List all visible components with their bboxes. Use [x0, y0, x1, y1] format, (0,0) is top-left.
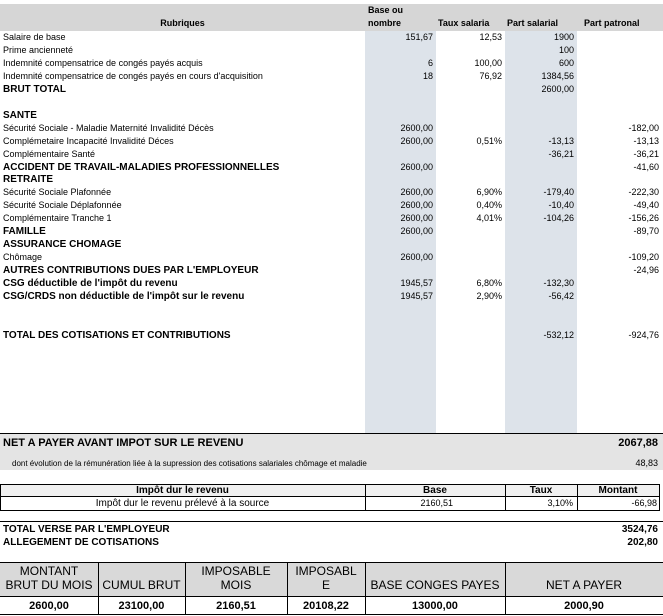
line-label: Sécurité Sociale Déplafonnée	[3, 200, 122, 210]
line-part-salarial: 2600,00	[541, 84, 574, 94]
net-note: dont évolution de la rémunération liée à la supression des cotisations salariales chômage et maladie	[12, 459, 367, 468]
header-part-patronal: Part patronal	[584, 18, 640, 28]
impot-border-right	[659, 484, 660, 511]
footer-v6: 2000,90	[564, 600, 604, 612]
line-base: 2600,00	[400, 252, 433, 262]
line-part-patronal: -109,20	[628, 252, 659, 262]
line-taux: 76,92	[479, 71, 502, 81]
line-part-salarial: -13,13	[548, 136, 574, 146]
footer-v4: 20108,22	[303, 600, 349, 612]
line-label: AUTRES CONTRIBUTIONS DUES PAR L'EMPLOYEUR	[3, 265, 259, 276]
payslip-line	[0, 330, 663, 342]
footer-h1b: BRUT DU MOIS	[5, 578, 93, 592]
impot-line-taux: 3,10%	[547, 498, 573, 508]
footer-h1a: MONTANT	[19, 564, 79, 578]
payslip-line	[0, 200, 663, 212]
header-base-line1: Base ou	[368, 5, 404, 15]
payslip-line	[0, 149, 663, 161]
totals-top-border	[0, 521, 663, 522]
line-base: 2600,00	[400, 123, 433, 133]
allegement-label: ALLEGEMENT DE COTISATIONS	[3, 537, 159, 548]
line-taux: 0,51%	[476, 136, 502, 146]
line-base: 2600,00	[400, 226, 433, 236]
payslip-line	[0, 226, 663, 238]
line-part-salarial: -56,42	[548, 291, 574, 301]
line-base: 6	[427, 58, 433, 68]
payslip-line	[0, 58, 663, 70]
line-label: Complémetaire Incapacité Invalidité Déces	[3, 136, 174, 146]
line-label: Chômage	[3, 252, 43, 262]
payslip-line	[0, 252, 663, 264]
line-part-patronal: -49,40	[633, 200, 659, 210]
line-taux: 100,00	[474, 58, 502, 68]
impot-header-taux: Taux	[529, 485, 553, 496]
line-part-patronal: -41,60	[633, 162, 659, 172]
line-base: 1945,57	[400, 278, 433, 288]
line-label: BRUT TOTAL	[3, 84, 66, 95]
line-part-patronal: -156,26	[628, 213, 659, 223]
payslip-line	[0, 110, 663, 122]
payslip-line	[0, 304, 663, 316]
payslip-line	[0, 291, 663, 303]
line-part-salarial: 100	[558, 45, 574, 55]
total-verse-label: TOTAL VERSE PAR L'EMPLOYEUR	[3, 524, 170, 535]
line-base: 151,67	[405, 32, 433, 42]
line-part-patronal: -182,00	[628, 123, 659, 133]
net-label: NET A PAYER AVANT IMPOT SUR LE REVENU	[3, 437, 244, 449]
payslip-line	[0, 239, 663, 251]
line-taux: 4,01%	[476, 213, 502, 223]
line-label: Prime ancienneté	[3, 45, 74, 55]
footer-v3: 2160,51	[216, 600, 256, 612]
impot-header-base: Base	[423, 485, 447, 496]
footer-h2: CUMUL BRUT	[102, 578, 181, 592]
payslip-line	[0, 71, 663, 83]
line-label: RETRAITE	[3, 174, 53, 185]
line-taux: 6,90%	[476, 187, 502, 197]
line-taux: 2,90%	[476, 291, 502, 301]
footer-h6: NET A PAYER	[545, 578, 623, 592]
footer-v5: 13000,00	[412, 600, 458, 612]
line-part-patronal: -36,21	[633, 149, 659, 159]
header-taux: Taux salaria	[438, 18, 490, 28]
footer-h4b: E	[321, 578, 330, 592]
header-part-salarial: Part salarial	[507, 18, 559, 28]
footer-v1: 2600,00	[29, 600, 69, 612]
impot-bottom-border	[0, 510, 660, 511]
footer-h5: BASE CONGES PAYES	[370, 578, 500, 592]
net-top-border	[0, 433, 663, 434]
footer-h3b: MOIS	[220, 578, 252, 592]
line-part-salarial: -532,12	[543, 330, 574, 340]
footer-h3a: IMPOSABLE	[201, 564, 271, 578]
footer-bottom-border	[0, 614, 663, 615]
total-verse-value: 3524,76	[621, 524, 658, 535]
impot-header-montant: Montant	[598, 485, 638, 496]
impot-line-montant: -66,98	[631, 498, 657, 508]
payslip-line	[0, 265, 663, 277]
payslip-line	[0, 45, 663, 57]
line-label: Sécurité Sociale - Maladie Maternité Invalidité Décès	[3, 123, 214, 133]
line-label: FAMILLE	[3, 226, 46, 237]
line-label: Indemnité compensatrice de congés payés en cours d'acquisition	[3, 71, 263, 81]
line-label: ASSURANCE CHOMAGE	[3, 239, 122, 250]
impot-line-label: Impôt dur le revenu prélevé à la source	[95, 498, 270, 509]
line-taux: 12,53	[479, 32, 502, 42]
line-base: 2600,00	[400, 213, 433, 223]
line-taux: 6,80%	[476, 278, 502, 288]
line-part-salarial: 1900	[553, 32, 574, 42]
net-note-value: 48,83	[635, 458, 658, 468]
line-label: Complémentaire Santé	[3, 149, 96, 159]
line-label: Salaire de base	[3, 32, 66, 42]
header-base-line2: nombre	[368, 18, 402, 28]
line-label: ACCIDENT DE TRAVAIL-MALADIES PROFESSIONNELLES	[3, 162, 280, 173]
line-base: 1945,57	[400, 291, 433, 301]
line-label: TOTAL DES COTISATIONS ET CONTRIBUTIONS	[3, 330, 231, 341]
line-part-salarial: -10,40	[548, 200, 574, 210]
line-part-salarial: -132,30	[543, 278, 574, 288]
allegement-value: 202,80	[627, 537, 658, 548]
line-label: CSG déductible de l'impôt du revenu	[3, 278, 178, 289]
line-label: Complémentaire Tranche 1	[3, 213, 112, 223]
payslip-line	[0, 317, 663, 329]
payslip-line	[0, 213, 663, 225]
payslip-line	[0, 123, 663, 135]
line-part-salarial: -179,40	[543, 187, 574, 197]
line-taux: 0,40%	[476, 200, 502, 210]
line-part-patronal: -222,30	[628, 187, 659, 197]
line-part-salarial: 1384,56	[541, 71, 574, 81]
line-label: Indemnité compensatrice de congés payés acquis	[3, 58, 203, 68]
payslip-line	[0, 278, 663, 290]
line-part-salarial: -36,21	[548, 149, 574, 159]
payslip-line	[0, 84, 663, 96]
line-part-patronal: -24,96	[633, 265, 659, 275]
line-part-patronal: -13,13	[633, 136, 659, 146]
impot-mid-border	[0, 496, 660, 497]
footer-top-border	[0, 562, 663, 563]
payslip-line	[0, 162, 663, 174]
net-value: 2067,88	[618, 437, 658, 449]
footer-mid-border	[0, 596, 663, 597]
line-base: 2600,00	[400, 200, 433, 210]
line-base: 2600,00	[400, 187, 433, 197]
payslip-line	[0, 136, 663, 148]
line-label: CSG/CRDS non déductible de l'impôt sur le revenu	[3, 291, 245, 302]
header-rubriques: Rubriques	[160, 18, 205, 28]
line-part-salarial: 600	[558, 58, 574, 68]
payslip-line	[0, 174, 663, 186]
payslip-line	[0, 32, 663, 44]
line-part-patronal: -924,76	[628, 330, 659, 340]
footer-v2: 23100,00	[118, 600, 165, 612]
line-label: SANTE	[3, 110, 37, 121]
payslip-line	[0, 97, 663, 109]
line-part-salarial: -104,26	[543, 213, 574, 223]
impot-header-label: Impôt dur le revenu	[136, 485, 229, 496]
line-label: Sécurité Sociale Plafonnée	[3, 187, 112, 197]
line-part-patronal: -89,70	[633, 226, 659, 236]
line-base: 18	[422, 71, 433, 81]
line-base: 2600,00	[400, 136, 433, 146]
line-base: 2600,00	[400, 162, 433, 172]
footer-h4a: IMPOSABL	[295, 564, 357, 578]
impot-line-base: 2160,51	[420, 498, 453, 508]
payslip-line	[0, 187, 663, 199]
